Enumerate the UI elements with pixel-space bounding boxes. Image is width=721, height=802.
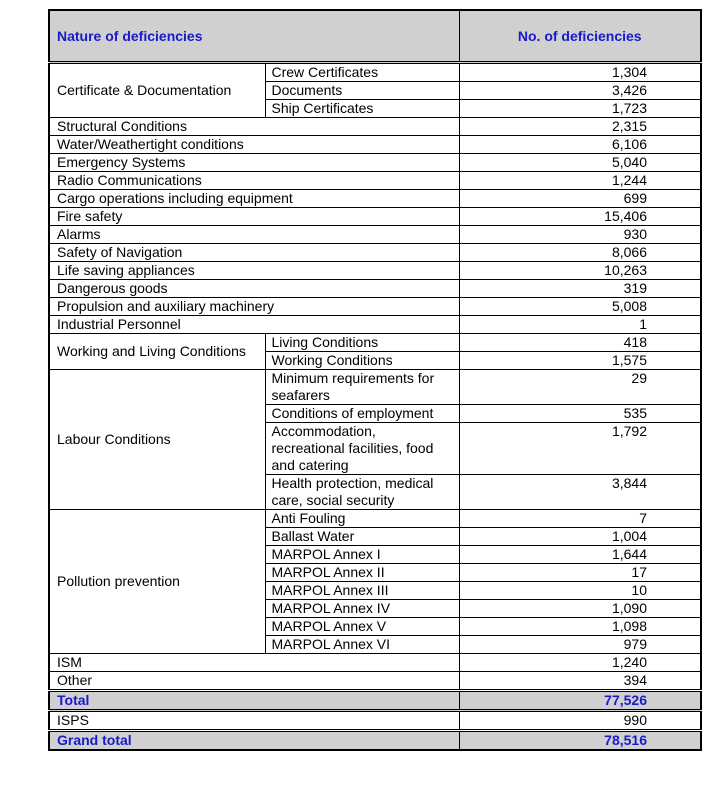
count-value: 10,263 xyxy=(459,262,701,280)
group-label: Working and Living Conditions xyxy=(49,334,265,370)
row-label: Cargo operations including equipment xyxy=(49,190,459,208)
table-row xyxy=(49,672,701,691)
group-label: Pollution prevention xyxy=(49,510,265,654)
count-value: 1,090 xyxy=(459,600,701,618)
header-count: No. of deficiencies xyxy=(459,10,701,63)
count-value: 8,066 xyxy=(459,244,701,262)
sub-label: Ship Certificates xyxy=(265,100,459,118)
table-row xyxy=(49,118,701,136)
sub-label: Accommodation, recreational facilities, food and catering xyxy=(265,423,459,475)
row-label: Structural Conditions xyxy=(49,118,459,136)
group-label: Labour Conditions xyxy=(49,370,265,510)
row-label: Industrial Personnel xyxy=(49,316,459,334)
count-value: 1,723 xyxy=(459,100,701,118)
total-value: 77,526 xyxy=(459,691,701,711)
sub-label: Minimum requirements for seafarers xyxy=(265,370,459,405)
group-label: Certificate & Documentation xyxy=(49,63,265,118)
total-label: Total xyxy=(49,691,459,711)
count-value: 1,098 xyxy=(459,618,701,636)
row-label: Other xyxy=(49,672,459,691)
count-value: 535 xyxy=(459,405,701,423)
table-row xyxy=(49,316,701,334)
grand-total-label: Grand total xyxy=(49,731,459,751)
sub-label: Crew Certificates xyxy=(265,63,459,82)
row-label: Fire safety xyxy=(49,208,459,226)
sub-label: MARPOL Annex I xyxy=(265,546,459,564)
table-row xyxy=(49,370,701,405)
count-value: 1,240 xyxy=(459,654,701,672)
sub-label: Ballast Water xyxy=(265,528,459,546)
table-row xyxy=(49,136,701,154)
sub-label: Conditions of employment xyxy=(265,405,459,423)
count-value: 979 xyxy=(459,636,701,654)
grand-total-value: 78,516 xyxy=(459,731,701,751)
table-row xyxy=(49,280,701,298)
count-value: 1 xyxy=(459,316,701,334)
sub-label: MARPOL Annex IV xyxy=(265,600,459,618)
sub-label: Anti Fouling xyxy=(265,510,459,528)
row-label: Life saving appliances xyxy=(49,262,459,280)
count-value: 2,315 xyxy=(459,118,701,136)
table-row xyxy=(49,244,701,262)
row-label: Radio Communications xyxy=(49,172,459,190)
count-value: 3,844 xyxy=(459,475,701,510)
row-label: Emergency Systems xyxy=(49,154,459,172)
count-value: 5,008 xyxy=(459,298,701,316)
table-row xyxy=(49,226,701,244)
count-value: 1,575 xyxy=(459,352,701,370)
table-row xyxy=(49,172,701,190)
count-value: 17 xyxy=(459,564,701,582)
sub-label: Living Conditions xyxy=(265,334,459,352)
table-row xyxy=(49,298,701,316)
count-value: 6,106 xyxy=(459,136,701,154)
table-row xyxy=(49,154,701,172)
row-label: Water/Weathertight conditions xyxy=(49,136,459,154)
count-value: 1,244 xyxy=(459,172,701,190)
sub-label: Working Conditions xyxy=(265,352,459,370)
sub-label: Health protection, medical care, social security xyxy=(265,475,459,510)
count-value: 7 xyxy=(459,510,701,528)
table-row xyxy=(49,190,701,208)
row-label: Alarms xyxy=(49,226,459,244)
table-row xyxy=(49,63,701,82)
count-value: 5,040 xyxy=(459,154,701,172)
count-value: 319 xyxy=(459,280,701,298)
count-value: 699 xyxy=(459,190,701,208)
isps-row xyxy=(49,711,701,731)
count-value: 1,304 xyxy=(459,63,701,82)
count-value: 15,406 xyxy=(459,208,701,226)
count-value: 930 xyxy=(459,226,701,244)
count-value: 10 xyxy=(459,582,701,600)
count-value: 29 xyxy=(459,370,701,405)
count-value: 1,644 xyxy=(459,546,701,564)
count-value: 418 xyxy=(459,334,701,352)
table-row xyxy=(49,262,701,280)
sub-label: MARPOL Annex VI xyxy=(265,636,459,654)
table-row xyxy=(49,654,701,672)
count-value: 3,426 xyxy=(459,82,701,100)
count-value: 1,004 xyxy=(459,528,701,546)
count-value: 1,792 xyxy=(459,423,701,475)
grand-total-row xyxy=(49,731,701,751)
header-nature: Nature of deficiencies xyxy=(49,10,459,63)
deficiencies-table xyxy=(48,9,702,751)
row-label: Propulsion and auxiliary machinery xyxy=(49,298,459,316)
row-label: ISM xyxy=(49,654,459,672)
table-row xyxy=(49,510,701,528)
sub-label: MARPOL Annex II xyxy=(265,564,459,582)
row-label: Safety of Navigation xyxy=(49,244,459,262)
header-row xyxy=(49,10,701,63)
sub-label: MARPOL Annex V xyxy=(265,618,459,636)
table-row xyxy=(49,334,701,352)
count-value: 394 xyxy=(459,672,701,691)
isps-label: ISPS xyxy=(49,711,459,731)
sub-label: MARPOL Annex III xyxy=(265,582,459,600)
table-row xyxy=(49,208,701,226)
row-label: Dangerous goods xyxy=(49,280,459,298)
total-row xyxy=(49,691,701,711)
isps-value: 990 xyxy=(459,711,701,731)
sub-label: Documents xyxy=(265,82,459,100)
